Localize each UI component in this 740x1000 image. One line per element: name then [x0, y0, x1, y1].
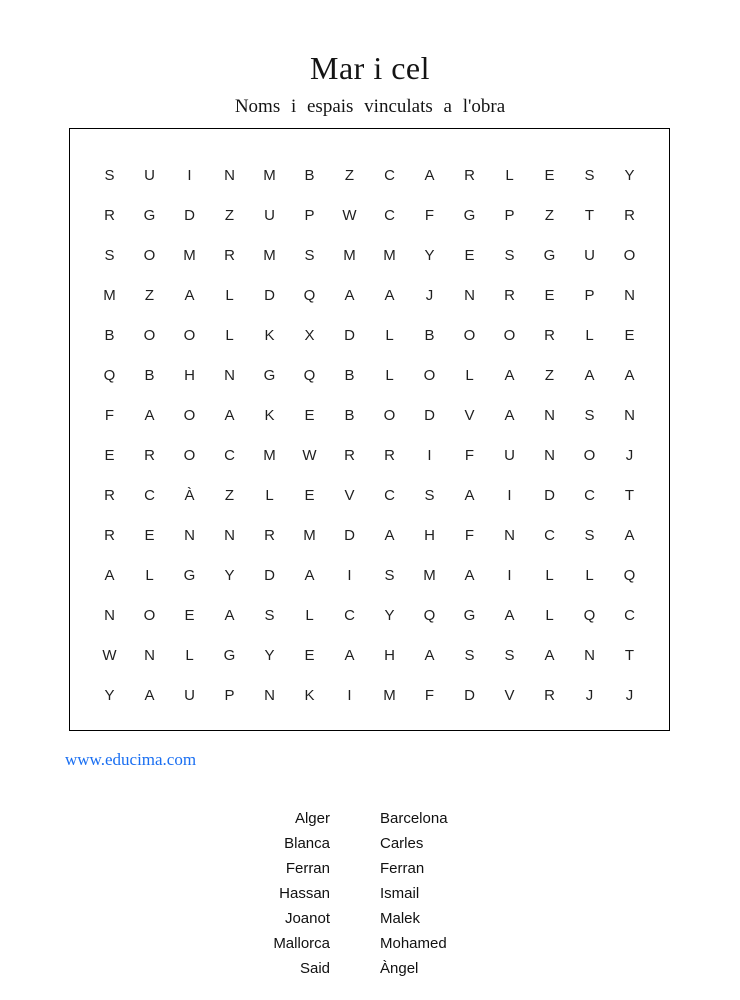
word-item: Said: [299, 960, 330, 977]
word-item: Ferran: [285, 860, 330, 877]
grid-cell: Q: [303, 286, 316, 304]
grid-cell: S: [584, 526, 595, 544]
grid-cell: E: [464, 246, 475, 264]
grid-cell: C: [224, 446, 235, 464]
word-item: Hassan: [279, 885, 330, 902]
grid-cell: A: [424, 166, 435, 184]
grid-cell: A: [144, 406, 155, 424]
puzzle-subtitle: Noms i espais vinculats a l'obra: [234, 96, 506, 117]
grid-cell: M: [383, 246, 396, 264]
grid-cell: C: [384, 206, 395, 224]
grid-cell: V: [344, 486, 355, 504]
puzzle-title: Mar i cel: [310, 50, 430, 86]
word-search-box: [69, 128, 670, 731]
grid-cell: L: [185, 646, 194, 664]
grid-cell: D: [544, 486, 555, 504]
grid-cell: P: [304, 206, 315, 224]
grid-cell: Q: [303, 366, 316, 384]
grid-cell: N: [224, 526, 235, 544]
word-list: [170, 806, 570, 981]
grid-cell: F: [464, 526, 475, 544]
grid-cell: S: [384, 566, 395, 584]
grid-cell: D: [344, 526, 355, 544]
grid-cell: C: [384, 166, 395, 184]
grid-cell: N: [224, 166, 235, 184]
grid-cell: N: [224, 366, 235, 384]
grid-cell: R: [384, 446, 395, 464]
grid-cell: L: [385, 366, 394, 384]
grid-cell: B: [144, 366, 155, 384]
grid-cell: M: [263, 166, 276, 184]
grid-cell: V: [464, 406, 475, 424]
grid-cell: G: [463, 206, 476, 224]
grid-cell: L: [505, 166, 514, 184]
grid-cell: E: [304, 486, 315, 504]
grid-cell: O: [503, 326, 516, 344]
grid-cell: T: [624, 646, 635, 664]
grid-cell: A: [224, 406, 235, 424]
grid-cell: E: [544, 286, 555, 304]
grid-cell: Q: [583, 606, 596, 624]
letter-grid: [90, 155, 650, 715]
grid-cell: G: [543, 246, 556, 264]
grid-cell: K: [304, 686, 315, 704]
grid-cell: A: [464, 486, 475, 504]
grid-cell: W: [342, 206, 357, 224]
word-list-right: [380, 806, 570, 981]
grid-cell: R: [344, 446, 355, 464]
grid-cell: F: [424, 206, 435, 224]
grid-cell: O: [143, 606, 156, 624]
grid-cell: Z: [224, 206, 235, 224]
grid-cell: H: [424, 526, 435, 544]
grid-cell: I: [427, 446, 432, 464]
grid-cell: B: [424, 326, 435, 344]
grid-cell: L: [225, 326, 234, 344]
grid-cell: M: [423, 566, 436, 584]
grid-cell: A: [544, 646, 555, 664]
grid-cell: E: [544, 166, 555, 184]
grid-cell: W: [102, 646, 117, 664]
grid-cell: O: [143, 246, 156, 264]
grid-cell: G: [263, 366, 276, 384]
grid-cell: C: [144, 486, 155, 504]
grid-cell: F: [424, 686, 435, 704]
grid-cell: Q: [103, 366, 116, 384]
grid-cell: N: [264, 686, 275, 704]
grid-cell: R: [264, 526, 275, 544]
grid-cell: V: [504, 686, 515, 704]
grid-cell: L: [385, 326, 394, 344]
grid-cell: Y: [424, 246, 435, 264]
grid-cell: L: [265, 486, 274, 504]
grid-cell: S: [584, 406, 595, 424]
grid-cell: À: [184, 486, 195, 504]
grid-cell: G: [223, 646, 236, 664]
grid-cell: U: [584, 246, 595, 264]
educima-link[interactable]: www.educima.com: [65, 750, 197, 769]
grid-cell: O: [463, 326, 476, 344]
grid-cell: R: [104, 486, 115, 504]
grid-cell: R: [104, 526, 115, 544]
word-item: Carles: [380, 835, 424, 852]
grid-cell: O: [583, 446, 596, 464]
word-item: Ferran: [380, 860, 425, 877]
grid-cell: R: [104, 206, 115, 224]
grid-cell: I: [507, 486, 512, 504]
grid-cell: U: [184, 686, 195, 704]
grid-cell: L: [465, 366, 474, 384]
grid-cell: M: [383, 686, 396, 704]
grid-cell: R: [464, 166, 475, 184]
grid-cell: S: [264, 606, 275, 624]
grid-cell: P: [584, 286, 595, 304]
grid-cell: Q: [423, 606, 436, 624]
grid-cell: D: [264, 566, 275, 584]
word-item: Mohamed: [380, 935, 447, 952]
word-item: Blanca: [284, 835, 330, 852]
grid-cell: B: [304, 166, 315, 184]
grid-cell: Y: [224, 566, 235, 584]
word-item: Alger: [294, 810, 330, 827]
grid-cell: A: [304, 566, 315, 584]
grid-cell: N: [104, 606, 115, 624]
grid-cell: E: [304, 646, 315, 664]
grid-cell: R: [224, 246, 235, 264]
grid-cell: Z: [344, 166, 355, 184]
grid-cell: A: [144, 686, 155, 704]
grid-cell: A: [624, 366, 635, 384]
grid-cell: A: [344, 646, 355, 664]
grid-cell: E: [304, 406, 315, 424]
grid-cell: R: [544, 326, 555, 344]
grid-cell: S: [504, 646, 515, 664]
word-item: Malek: [380, 910, 421, 927]
grid-cell: G: [463, 606, 476, 624]
grid-cell: O: [623, 246, 636, 264]
grid-cell: L: [225, 286, 234, 304]
grid-cell: D: [464, 686, 475, 704]
grid-cell: I: [507, 566, 512, 584]
grid-cell: F: [464, 446, 475, 464]
grid-cell: M: [263, 246, 276, 264]
grid-cell: U: [144, 166, 155, 184]
grid-cell: I: [347, 686, 352, 704]
grid-cell: N: [464, 286, 475, 304]
grid-cell: A: [224, 606, 235, 624]
grid-cell: C: [624, 606, 635, 624]
grid-cell: A: [384, 526, 395, 544]
grid-cell: A: [504, 406, 515, 424]
grid-cell: Y: [104, 686, 115, 704]
grid-cell: B: [344, 406, 355, 424]
grid-cell: L: [305, 606, 314, 624]
grid-cell: D: [424, 406, 435, 424]
grid-cell: A: [184, 286, 195, 304]
grid-cell: B: [104, 326, 115, 344]
grid-cell: E: [624, 326, 635, 344]
grid-cell: S: [104, 166, 115, 184]
grid-cell: S: [584, 166, 595, 184]
grid-cell: A: [344, 286, 355, 304]
grid-cell: D: [184, 206, 195, 224]
grid-cell: A: [424, 646, 435, 664]
grid-cell: N: [544, 406, 555, 424]
word-item: Mallorca: [273, 935, 330, 952]
grid-cell: O: [183, 446, 196, 464]
grid-cell: K: [264, 406, 275, 424]
grid-cell: C: [384, 486, 395, 504]
grid-cell: Z: [544, 366, 555, 384]
grid-cell: J: [625, 446, 634, 464]
grid-cell: T: [584, 206, 595, 224]
grid-cell: Z: [144, 286, 155, 304]
grid-cell: E: [184, 606, 195, 624]
grid-cell: O: [143, 326, 156, 344]
grid-cell: H: [184, 366, 195, 384]
grid-cell: D: [264, 286, 275, 304]
grid-cell: M: [103, 286, 116, 304]
grid-cell: R: [624, 206, 635, 224]
grid-cell: C: [544, 526, 555, 544]
grid-cell: E: [144, 526, 155, 544]
grid-cell: Y: [384, 606, 395, 624]
grid-cell: L: [545, 566, 554, 584]
grid-cell: T: [624, 486, 635, 504]
word-item: Ismail: [380, 885, 420, 902]
grid-cell: L: [585, 566, 594, 584]
grid-cell: A: [504, 606, 515, 624]
word-item: Àngel: [380, 960, 419, 977]
grid-cell: X: [304, 326, 315, 344]
grid-cell: C: [344, 606, 355, 624]
grid-cell: N: [544, 446, 555, 464]
grid-cell: A: [464, 566, 475, 584]
grid-cell: M: [343, 246, 356, 264]
grid-cell: P: [504, 206, 515, 224]
grid-cell: S: [424, 486, 435, 504]
grid-cell: R: [544, 686, 555, 704]
grid-cell: Y: [624, 166, 635, 184]
grid-cell: A: [584, 366, 595, 384]
word-list-left: [170, 806, 330, 981]
grid-cell: J: [585, 686, 594, 704]
grid-cell: A: [104, 566, 115, 584]
grid-cell: N: [144, 646, 155, 664]
word-item: Barcelona: [380, 810, 448, 827]
grid-cell: O: [423, 366, 436, 384]
grid-cell: K: [264, 326, 275, 344]
grid-cell: O: [183, 406, 196, 424]
grid-cell: A: [504, 366, 515, 384]
grid-cell: S: [464, 646, 475, 664]
grid-cell: N: [504, 526, 515, 544]
grid-cell: S: [304, 246, 315, 264]
grid-cell: N: [584, 646, 595, 664]
grid-cell: J: [425, 286, 434, 304]
grid-cell: G: [143, 206, 156, 224]
grid-cell: I: [347, 566, 352, 584]
grid-cell: B: [344, 366, 355, 384]
grid-cell: O: [383, 406, 396, 424]
grid-cell: L: [145, 566, 154, 584]
grid-cell: A: [384, 286, 395, 304]
grid-cell: R: [144, 446, 155, 464]
grid-cell: U: [504, 446, 515, 464]
grid-cell: L: [545, 606, 554, 624]
grid-cell: N: [184, 526, 195, 544]
grid-cell: Z: [544, 206, 555, 224]
grid-cell: H: [384, 646, 395, 664]
grid-cell: W: [302, 446, 317, 464]
grid-cell: U: [264, 206, 275, 224]
grid-cell: O: [183, 326, 196, 344]
grid-cell: E: [104, 446, 115, 464]
grid-cell: F: [104, 406, 115, 424]
grid-cell: Y: [264, 646, 275, 664]
grid-cell: C: [584, 486, 595, 504]
grid-cell: Z: [224, 486, 235, 504]
grid-cell: I: [187, 166, 192, 184]
grid-cell: N: [624, 286, 635, 304]
grid-cell: D: [344, 326, 355, 344]
grid-cell: R: [504, 286, 515, 304]
grid-cell: N: [624, 406, 635, 424]
word-item: Joanot: [284, 910, 330, 927]
grid-cell: M: [303, 526, 316, 544]
grid-cell: S: [504, 246, 515, 264]
grid-cell: G: [183, 566, 196, 584]
grid-cell: A: [624, 526, 635, 544]
grid-cell: M: [263, 446, 276, 464]
grid-cell: L: [585, 326, 594, 344]
grid-cell: J: [625, 686, 634, 704]
grid-cell: P: [224, 686, 235, 704]
grid-cell: M: [183, 246, 196, 264]
grid-cell: Q: [623, 566, 636, 584]
grid-cell: S: [104, 246, 115, 264]
